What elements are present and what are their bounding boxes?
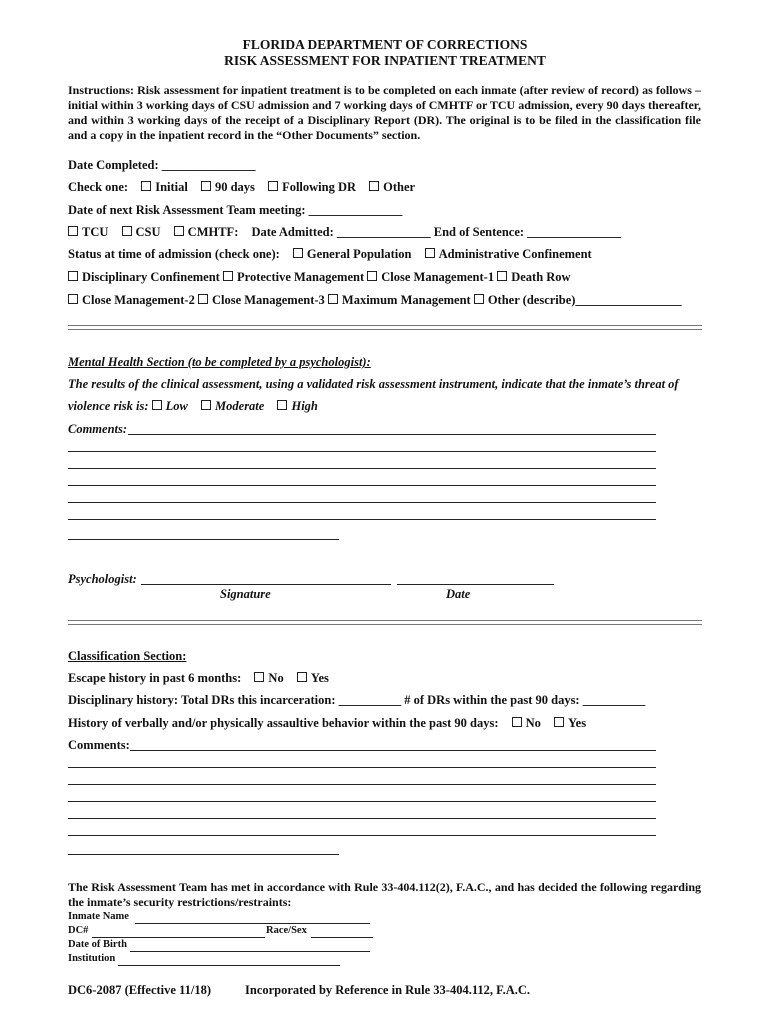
psychologist-date-line[interactable] xyxy=(397,584,554,585)
option-death-row: Death Row xyxy=(511,270,571,284)
date-admitted-field[interactable]: Date Admitted: _______________ xyxy=(251,225,431,239)
class-comments-line-4[interactable] xyxy=(68,801,656,802)
race-sex-label: Race/Sex xyxy=(266,925,307,936)
institution-label: Institution xyxy=(68,953,116,964)
form-subtitle: RISK ASSESSMENT FOR INPATIENT TREATMENT xyxy=(224,53,546,68)
checkbox-low[interactable] xyxy=(152,400,162,410)
checkbox-90-days[interactable] xyxy=(201,181,211,191)
option-tcu: TCU xyxy=(82,225,109,239)
risk-row xyxy=(68,399,318,414)
check-one-row xyxy=(68,180,415,195)
date-completed-field[interactable]: Date Completed: _______________ xyxy=(68,158,256,172)
option-csu: CSU xyxy=(135,225,161,239)
mh-comments-label: Comments: xyxy=(68,422,128,436)
status-row-3 xyxy=(68,293,682,308)
option-other: Other xyxy=(383,180,416,194)
next-meeting-field[interactable]: Date of next Risk Assessment Team meeting: _______________ xyxy=(68,203,403,217)
option-low: Low xyxy=(165,399,188,413)
check-one-label: Check one: xyxy=(68,180,129,194)
checkbox-following-dr[interactable] xyxy=(268,181,278,191)
checkbox-close-management-3[interactable] xyxy=(198,294,208,304)
checkbox-maximum-management[interactable] xyxy=(328,294,338,304)
risk-label: violence risk is: xyxy=(68,399,149,413)
checkbox-assaultive-yes[interactable] xyxy=(554,717,564,727)
checkbox-csu[interactable] xyxy=(122,226,132,236)
checkbox-close-management-1[interactable] xyxy=(367,271,377,281)
inmate-name-label: Inmate Name xyxy=(68,911,129,922)
checkbox-cmhtf[interactable] xyxy=(174,226,184,236)
class-comments-line-1[interactable] xyxy=(130,750,656,751)
date-caption: Date xyxy=(446,587,471,601)
checkbox-close-management-2[interactable] xyxy=(68,294,78,304)
checkbox-assaultive-no[interactable] xyxy=(512,717,522,727)
option-close-management-1: Close Management-1 xyxy=(381,270,495,284)
option-maximum-management: Maximum Management xyxy=(341,293,471,307)
mh-comments-line-4[interactable] xyxy=(68,485,656,486)
instructions: Instructions: Risk assessment for inpatient treatment is to be completed on each inmate (after review of record) as follows – initial within 3 working days of CSU admission and 7 working days of CMHTF or TCU admission, every 90 days thereafter, and within 3 working days of the receipt of a Disciplinary Report (DR). The original is to be filed in the classification file and a copy in the inpatient record in the “Other Documents” section. xyxy=(68,83,701,142)
checkbox-escape-yes[interactable] xyxy=(297,672,307,682)
option-assaultive-yes: Yes xyxy=(568,716,587,730)
class-comments-line-7[interactable] xyxy=(68,854,339,855)
section-divider-2 xyxy=(68,620,702,625)
status-row-2 xyxy=(68,270,571,285)
status-label: Status at time of admission (check one): xyxy=(68,247,280,261)
psychologist-signature-line[interactable] xyxy=(141,584,391,585)
assaultive-label: History of verbally and/or physically assaultive behavior within the past 90 days: xyxy=(68,716,499,730)
mh-comments-line-3[interactable] xyxy=(68,468,656,469)
mh-comments-line-5[interactable] xyxy=(68,502,656,503)
mh-comments-line-7[interactable] xyxy=(68,539,339,540)
option-escape-yes: Yes xyxy=(310,671,329,685)
option-high: High xyxy=(291,399,318,413)
checkbox-other[interactable] xyxy=(369,181,379,191)
unit-row xyxy=(68,225,621,240)
class-comments-line-3[interactable] xyxy=(68,784,656,785)
checkbox-death-row[interactable] xyxy=(497,271,507,281)
option-general-population: General Population xyxy=(306,247,412,261)
end-of-sentence-field[interactable]: End of Sentence: _______________ xyxy=(433,225,621,239)
mh-comments-line-1[interactable] xyxy=(128,434,656,435)
mental-health-heading: Mental Health Section (to be completed by a psychologist): xyxy=(68,355,371,369)
option-following-dr: Following DR xyxy=(282,180,357,194)
option-close-management-3: Close Management-3 xyxy=(211,293,325,307)
section-divider-1 xyxy=(68,325,702,330)
psychologist-label: Psychologist: xyxy=(68,572,137,586)
dob-line[interactable] xyxy=(130,951,370,952)
option-close-management-2: Close Management-2 xyxy=(82,293,195,307)
incorporated-note: Incorporated by Reference in Rule 33-404.112, F.A.C. xyxy=(245,983,531,997)
institution-line[interactable] xyxy=(118,965,340,966)
dc-number-label: DC# xyxy=(68,925,89,936)
class-comments-label: Comments: xyxy=(68,738,130,752)
dob-label: Date of Birth xyxy=(68,939,127,950)
class-comments-line-2[interactable] xyxy=(68,767,656,768)
escape-row xyxy=(68,671,329,686)
option-assaultive-no: No xyxy=(525,716,541,730)
option-other-describe[interactable]: Other (describe)_________________ xyxy=(487,293,682,307)
option-cmhtf: CMHTF: xyxy=(187,225,239,239)
form-id: DC6-2087 (Effective 11/18) xyxy=(68,983,212,997)
checkbox-moderate[interactable] xyxy=(201,400,211,410)
checkbox-protective-management[interactable] xyxy=(223,271,233,281)
option-initial: Initial xyxy=(155,180,188,194)
checkbox-other-describe[interactable] xyxy=(474,294,484,304)
checkbox-initial[interactable] xyxy=(141,181,151,191)
team-statement: The Risk Assessment Team has met in accordance with Rule 33-404.112(2), F.A.C., and has decided the following regarding the inmate’s security restrictions/restraints: xyxy=(68,880,701,909)
mental-health-statement: The results of the clinical assessment, using a validated risk assessment instrument, indicate that the inmate’s threat of xyxy=(68,377,679,391)
checkbox-administrative-confinement[interactable] xyxy=(425,248,435,258)
checkbox-escape-no[interactable] xyxy=(254,672,264,682)
checkbox-general-population[interactable] xyxy=(293,248,303,258)
option-protective-management: Protective Management xyxy=(236,270,365,284)
class-comments-line-6[interactable] xyxy=(68,835,656,836)
inmate-name-line[interactable] xyxy=(135,923,370,924)
option-administrative-confinement: Administrative Confinement xyxy=(438,247,592,261)
checkbox-disciplinary-confinement[interactable] xyxy=(68,271,78,281)
assaultive-row xyxy=(68,716,586,731)
escape-label: Escape history in past 6 months: xyxy=(68,671,242,685)
mh-comments-line-2[interactable] xyxy=(68,451,656,452)
status-row-1 xyxy=(68,247,592,262)
signature-caption: Signature xyxy=(220,587,271,601)
option-disciplinary-confinement: Disciplinary Confinement xyxy=(82,270,220,284)
option-90-days: 90 days xyxy=(214,180,255,194)
option-moderate: Moderate xyxy=(215,399,265,413)
form-title: FLORIDA DEPARTMENT OF CORRECTIONS xyxy=(242,37,528,52)
checkbox-high[interactable] xyxy=(277,400,287,410)
mh-comments-line-6[interactable] xyxy=(68,519,656,520)
classification-heading: Classification Section: xyxy=(68,649,187,663)
dc-number-line[interactable] xyxy=(92,937,265,938)
disciplinary-history-field[interactable]: Disciplinary history: Total DRs this incarceration: __________ # of DRs within the past 90 days: __________ xyxy=(68,693,646,707)
class-comments-line-5[interactable] xyxy=(68,818,656,819)
race-sex-line[interactable] xyxy=(311,937,373,938)
option-escape-no: No xyxy=(268,671,284,685)
checkbox-tcu[interactable] xyxy=(68,226,78,236)
